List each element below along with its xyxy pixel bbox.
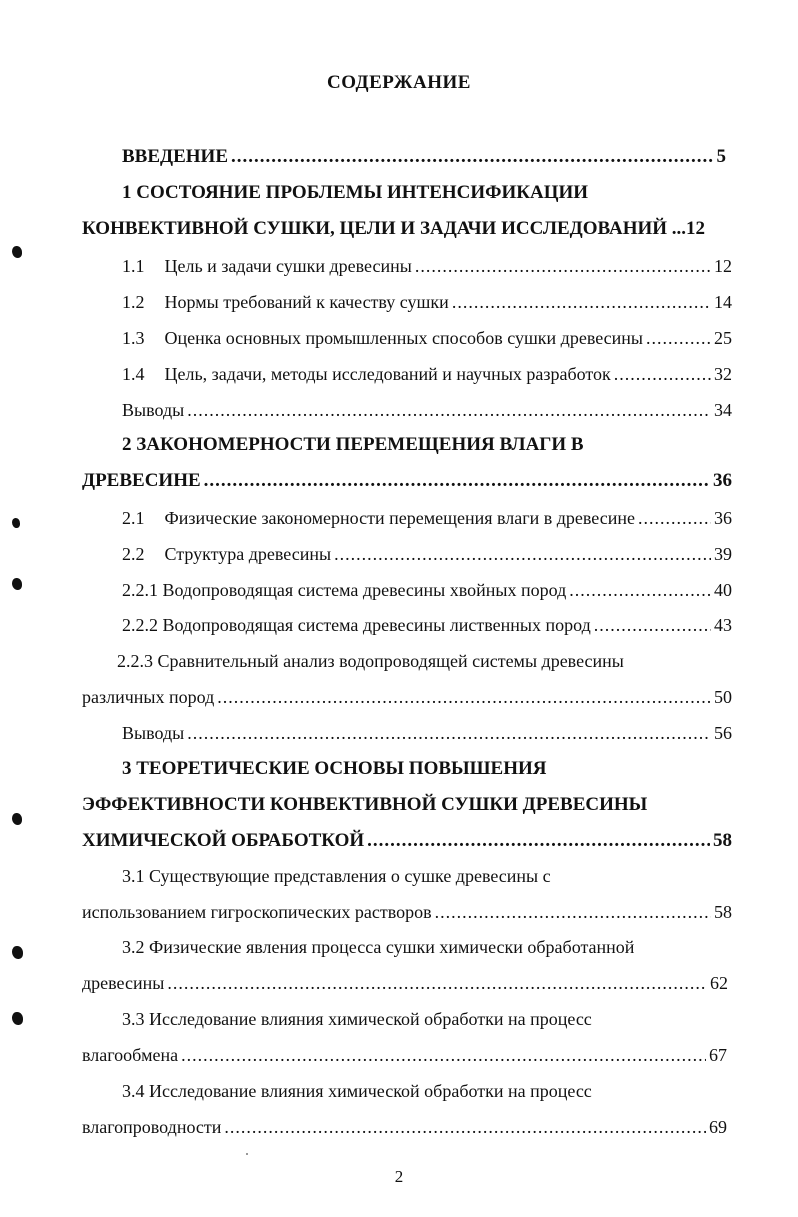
toc-leader-dots [614,362,711,386]
toc-leader-dots [435,900,711,924]
toc-entry-label: различных пород [82,687,215,707]
toc-entry-number: 2.1 [122,508,145,528]
toc-leader-dots [217,685,711,709]
toc-entry-3-4-line2 [82,1115,727,1139]
toc-entry-label: древесины [82,973,165,993]
toc-entry-label: 2.2.1 Водопроводящая система древесины хвойных пород [122,580,567,600]
toc-leader-dots [181,1043,706,1067]
toc-entry-page: 12 [714,256,732,276]
toc-entry-1-1 [122,254,732,278]
toc-leader-dots [224,1115,706,1139]
toc-entry-1-2 [122,290,732,314]
toc-entry-label: Физические закономерности перемещения влаги в древесине [164,508,635,528]
toc-entry-page: 56 [714,723,732,743]
toc-leader-dots [367,829,710,853]
toc-entry-label: Цель и задачи сушки древесины [164,256,412,276]
scan-mark [12,946,23,959]
toc-entry-label: ВВЕДЕНИЕ [122,146,228,167]
toc-entry-3-3-line2 [82,1043,727,1067]
toc-entry-3-3-line1: 3.3 Исследование влияния химической обработки на процесс [122,1009,592,1029]
toc-entry-2-2-3-line1: 2.2.3 Сравнительный анализ водопроводящей системы древесины [117,651,624,671]
toc-leader-dots [204,469,710,493]
toc-leader-dots [231,145,714,169]
toc-entry-label: Выводы [122,723,185,743]
toc-chapter-1-line1: 1 СОСТОЯНИЕ ПРОБЛЕМЫ ИНТЕНСИФИКАЦИИ [122,182,589,203]
toc-entry-3-2-line2 [82,971,732,995]
toc-entry-label: влагопроводности [82,1117,222,1137]
toc-entry-1-3 [122,326,732,350]
scan-speck [246,1153,248,1155]
toc-entry-label: Выводы [122,400,185,420]
toc-entry-page: 36 [713,470,732,491]
toc-leader-dots [452,290,711,314]
toc-entry-2-2-1 [122,578,732,602]
scan-mark [12,1012,23,1025]
toc-entry-3-1-line1: 3.1 Существующие представления о сушке древесины с [122,866,551,886]
toc-entry-page: 40 [714,580,732,600]
toc-entry-intro [122,145,726,169]
toc-entry-label: ДРЕВЕСИНЕ [82,470,201,491]
toc-entry-page: 50 [714,687,732,707]
toc-entry-page: 62 [710,973,728,993]
toc-chapter-1-line2: КОНВЕКТИВНОЙ СУШКИ, ЦЕЛИ И ЗАДАЧИ ИССЛЕДОВАНИЙ ...12 [82,218,706,239]
toc-entry-number: 1.2 [122,292,145,312]
toc-entry-page: 58 [714,902,732,922]
toc-entry-number: 2.2 [122,544,145,564]
scan-mark [12,518,20,528]
toc-chapter-2-line1: 2 ЗАКОНОМЕРНОСТИ ПЕРЕМЕЩЕНИЯ ВЛАГИ В [122,434,584,455]
toc-leader-dots [646,326,711,350]
toc-entry-2-conclusions [122,721,732,745]
toc-entry-page: 25 [714,328,732,348]
toc-entry-number: 1.4 [122,364,145,384]
toc-chapter-3-line2: ЭФФЕКТИВНОСТИ КОНВЕКТИВНОЙ СУШКИ ДРЕВЕСИНЫ [82,794,648,815]
page-number: 2 [394,1167,404,1186]
toc-entry-label: влагообмена [82,1045,179,1065]
page-title: СОДЕРЖАНИЕ [327,72,471,93]
toc-entry-page: 34 [714,400,732,420]
toc-entry-2-2 [122,542,732,566]
toc-entry-1-4 [122,362,732,386]
toc-entry-label: использованием гигроскопических растворов [82,902,432,922]
toc-leader-dots [334,542,711,566]
toc-entry-page: 32 [714,364,732,384]
toc-entry-1-conclusions [122,398,732,422]
toc-entry-page: 5 [716,146,726,167]
toc-chapter-3-line1: 3 ТЕОРЕТИЧЕСКИЕ ОСНОВЫ ПОВЫШЕНИЯ [122,758,547,779]
toc-entry-page: 69 [709,1117,727,1137]
toc-entry-page: 14 [714,292,732,312]
toc-leader-dots [187,721,711,745]
toc-entry-3-1-line2 [82,900,732,924]
toc-entry-3-4-line1: 3.4 Исследование влияния химической обработки на процесс [122,1081,592,1101]
toc-entry-page: 67 [709,1045,727,1065]
toc-entry-label: Структура древесины [164,544,332,564]
scan-mark [12,813,22,825]
toc-leader-dots [569,578,711,602]
toc-leader-dots [594,613,711,637]
toc-entry-label: Цель, задачи, методы исследований и научных разработок [164,364,611,384]
toc-entry-label: Оценка основных промышленных способов сушки древесины [164,328,644,348]
toc-leader-dots [415,254,711,278]
toc-entry-label: 2.2.2 Водопроводящая система древесины лиственных пород [122,615,591,635]
toc-entry-page: 58 [713,830,732,851]
toc-entry-page: 36 [714,508,732,528]
toc-entry-number: 1.3 [122,328,145,348]
toc-leader-dots [638,506,711,530]
toc-entry-page: 39 [714,544,732,564]
toc-chapter-2-line2 [82,469,732,493]
toc-leader-dots [187,398,711,422]
toc-leader-dots [167,971,707,995]
toc-entry-page: 43 [714,615,732,635]
toc-entry-2-2-2 [122,613,732,637]
toc-chapter-3-line3 [82,829,732,853]
toc-entry-3-2-line1: 3.2 Физические явления процесса сушки химически обработанной [122,937,635,957]
toc-entry-2-1 [122,506,732,530]
toc-entry-label: ХИМИЧЕСКОЙ ОБРАБОТКОЙ [82,830,365,851]
toc-entry-label: Нормы требований к качеству сушки [164,292,449,312]
toc-entry-2-2-3-line2 [82,685,732,709]
scan-mark [12,578,22,590]
toc-entry-number: 1.1 [122,256,145,276]
scan-mark [12,246,22,258]
